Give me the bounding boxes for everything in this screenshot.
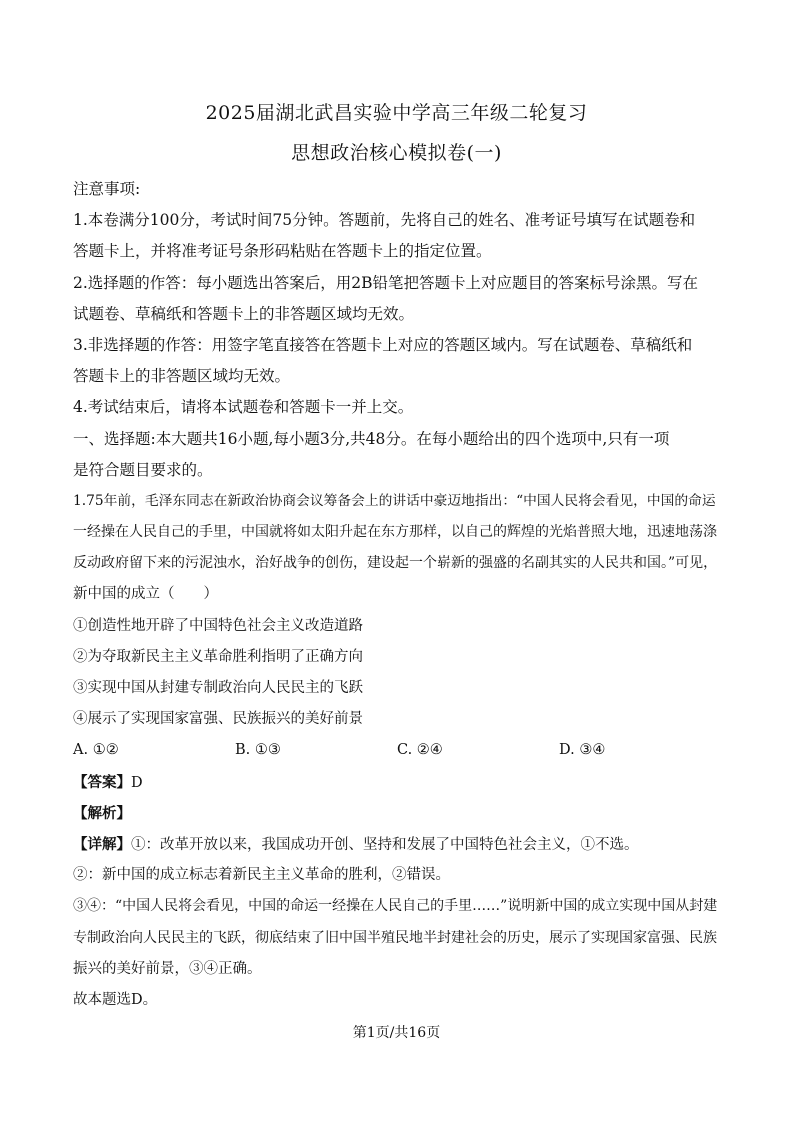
- exam-subtitle: 思想政治核心模拟卷(一): [291, 142, 502, 164]
- section-heading-line-1: 一、选择题:本大题共16小题,每小题3分,共48分。在每小题给出的四个选项中,只有一项: [73, 429, 670, 448]
- notice-item-1-line-1: 1.本卷满分100分，考试时间75分钟。答题前，先将自己的姓名、准考证号填写在试题卷和: [73, 211, 696, 230]
- notice-heading: 注意事项:: [73, 180, 141, 198]
- question-stem-line-3: 反动政府留下来的污泥浊水，治好战争的创伤，建设起一个崭新的强盛的名副其实的人民共和国。”可见，: [73, 555, 718, 572]
- notice-item-4: 4.考试结束后，请将本试题卷和答题卡一并上交。: [73, 398, 414, 417]
- detail-line-1: [73, 829, 723, 860]
- option-c: C. ②④: [397, 742, 443, 759]
- statement-3: ③实现中国从封建专制政治向人民民主的飞跃: [73, 680, 363, 696]
- answer-tag: 【答案】: [73, 773, 131, 791]
- detail-line-3: ③④：“中国人民将会看见，中国的命运一经操在人民自己的手里……”说明新中国的成立实现中国从封建: [73, 898, 718, 915]
- detail-tag: 【详解】: [73, 835, 131, 853]
- option-b: B. ①③: [235, 742, 281, 759]
- statement-4: ④展示了实现国家富强、民族振兴的美好前景: [73, 711, 363, 728]
- statement-2: ②为夺取新民主主义革命胜利指明了正确方向: [73, 648, 363, 665]
- exam-content: [73, 174, 723, 1016]
- question-stem-line-1: 1.75年前，毛泽东同志在新政治协商会议筹备会上的讲话中豪迈地指出：“中国人民将会看见，中国的命运: [73, 492, 716, 509]
- notice-item-2-line-2: 试题卷、草稿纸和答题卡上的非答题区域均无效。: [73, 304, 415, 323]
- detail-line-4: 专制政治向人民民主的飞跃，彻底结束了旧中国半殖民地半封建社会的历史，展示了实现国家富强、民族: [73, 929, 717, 946]
- notice-item-3-line-2: 答题卡上的非答题区域均无效。: [73, 367, 291, 386]
- answer-value: D: [131, 774, 143, 791]
- answer-options: [73, 735, 723, 766]
- answer-line: [73, 767, 723, 798]
- question-stem-line-4: 新中国的成立（ ）: [73, 586, 218, 603]
- question-stem-line-2: 一经操在人民自己的手里，中国就将如太阳升起在东方那样，以自己的辉煌的光焰普照大地，迅速地荡涤: [73, 524, 717, 541]
- notice-item-2-line-1: 2.选择题的作答：每小题选出答案后，用2B铅笔把答题卡上对应题目的答案标号涂黑。写在: [73, 273, 699, 292]
- option-a: A. ①②: [73, 742, 119, 759]
- detail-text-1: ①：改革开放以来，我国成功开创、坚持和发展了中国特色社会主义，①不选。: [131, 836, 639, 853]
- detail-line-2: ②：新中国的成立标志着新民主主义革命的胜利，②错误。: [73, 867, 450, 884]
- notice-item-3-line-1: 3.非选择题的作答：用签字笔直接答在答题卡上对应的答题区域内。写在试题卷、草稿纸和: [73, 335, 693, 354]
- analysis-tag: 【解析】: [73, 804, 131, 822]
- section-heading-line-2: 是符合题目要求的。: [73, 460, 213, 479]
- option-d: D. ③④: [559, 742, 606, 759]
- analysis-line: [73, 798, 723, 829]
- exam-title: 2025届湖北武昌实验中学高三年级二轮复习: [205, 102, 588, 124]
- conclusion-line: 故本题选D。: [73, 991, 158, 1008]
- notice-item-1-line-2: 答题卡上，并将准考证号条形码粘贴在答题卡上的指定位置。: [73, 242, 492, 261]
- detail-line-5: 振兴的美好前景，③④正确。: [73, 960, 262, 977]
- page-number: 第1页/共16页: [352, 1025, 441, 1041]
- statement-1: ①创造性地开辟了中国特色社会主义改造道路: [73, 617, 363, 634]
